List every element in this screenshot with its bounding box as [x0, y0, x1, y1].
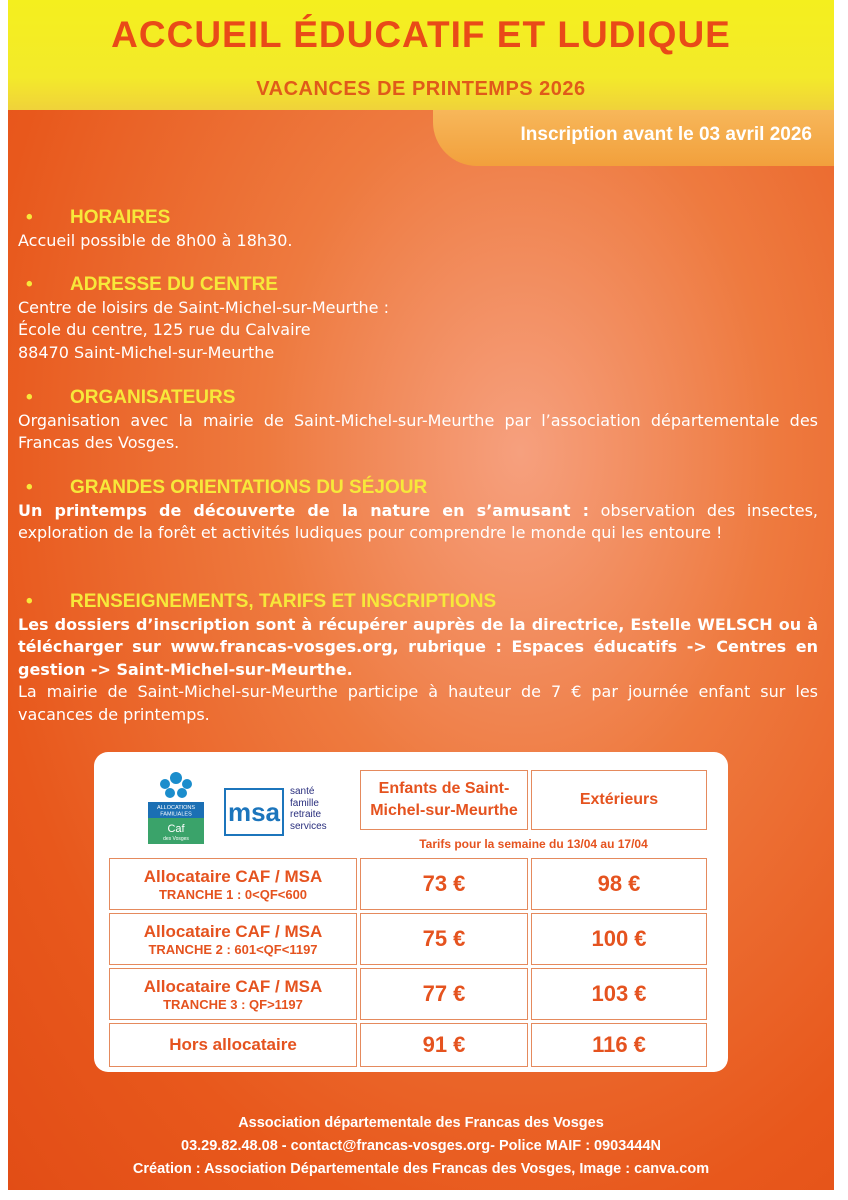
section-text — [18, 500, 818, 545]
bullet-icon: • — [26, 387, 33, 408]
caf-text-name: Caf — [167, 823, 185, 835]
heading-text: GRANDES ORIENTATIONS DU SÉJOUR — [70, 477, 428, 498]
price-local: 77 € — [360, 968, 528, 1020]
section-heading — [18, 477, 818, 500]
footer-contact: 03.29.82.48.08 - contact@francas-vosges.org- Police MAIF : 0903444N — [181, 1138, 661, 1154]
page-subtitle: VACANCES DE PRINTEMPS 2026 — [256, 78, 586, 100]
section-heading — [18, 387, 818, 410]
row-label — [109, 968, 357, 1020]
section-text: La mairie de Saint-Michel-sur-Meurthe participe à hauteur de 7 € par journée enfant sur les vacances de printemps. — [18, 682, 818, 724]
section-organisateurs — [18, 387, 818, 455]
section-heading — [18, 274, 818, 297]
tarifs-card — [94, 752, 728, 1072]
address-line: 88470 Saint-Michel-sur-Meurthe — [18, 342, 275, 362]
row-label-sub: TRANCHE 1 : 0<QF<600 — [158, 886, 308, 902]
deadline-badge — [433, 110, 834, 166]
section-heading — [18, 207, 818, 230]
price-local: 91 € — [360, 1023, 528, 1067]
row-label-sub: TRANCHE 2 : 601<QF<1197 — [148, 941, 318, 957]
heading-text: ADRESSE DU CENTRE — [70, 274, 278, 295]
price-ext: 98 € — [531, 858, 707, 910]
msa-word: santé — [290, 786, 315, 797]
table-row — [109, 858, 707, 910]
row-label-main: Allocataire CAF / MSA — [143, 976, 323, 996]
table-row — [109, 968, 707, 1020]
table-row — [109, 1023, 707, 1067]
footer-credits: Création : Association Départementale des Francas des Vosges, Image : canva.com — [132, 1161, 710, 1177]
row-label-sub: TRANCHE 3 : QF>1197 — [163, 996, 303, 1012]
table-header-row — [109, 770, 707, 830]
section-horaires — [18, 207, 818, 252]
bullet-icon: • — [26, 591, 33, 612]
row-label-main: Allocataire CAF / MSA — [143, 921, 323, 941]
section-bold-text: Un printemps de découverte de la nature en s’amusant : — [18, 500, 590, 520]
section-bold-text: Les dossiers d’inscription sont à récupérer auprès de la directrice, Estelle WELSCH ou à télécharger sur www.francas-vosges.org, rubrique : Espaces éducatifs -> Centres en gestion -> Saint-Michel-sur-Meurthe. — [18, 614, 818, 679]
bullet-icon: • — [26, 207, 33, 228]
row-label-main: Hors allocataire — [169, 1035, 297, 1054]
msa-word: famille — [290, 797, 319, 809]
caf-text-allocations: ALLOCATIONS — [156, 805, 196, 811]
section-orientations — [18, 477, 818, 545]
row-label — [109, 858, 357, 910]
price-local: 73 € — [360, 858, 528, 910]
price-ext: 100 € — [531, 913, 707, 965]
bullet-icon: • — [26, 274, 33, 295]
heading-text: RENSEIGNEMENTS, TARIFS ET INSCRIPTIONS — [70, 591, 497, 612]
row-label — [109, 913, 357, 965]
section-text: Accueil possible de 8h00 à 18h30. — [18, 230, 293, 250]
table-period-row — [109, 833, 707, 855]
row-label-main: Allocataire CAF / MSA — [143, 866, 323, 886]
logo-cell — [109, 770, 357, 830]
caf-text-dept: des Vosges — [163, 836, 189, 842]
page-title: ACCUEIL ÉDUCATIF ET LUDIQUE — [111, 14, 731, 55]
col-header-ext: Extérieurs — [531, 770, 707, 830]
price-ext: 116 € — [531, 1023, 707, 1067]
section-plain-text: observation des insectes, exploration de la forêt et activités ludiques pour comprendre le monde qui les entoure ! — [18, 500, 818, 542]
caf-text-familiales: FAMILIALES — [160, 811, 192, 818]
section-renseignements — [18, 591, 818, 726]
tarifs-table — [106, 767, 710, 1070]
bullet-icon: • — [26, 477, 33, 498]
address-line: École du centre, 125 rue du Calvaire — [18, 320, 311, 339]
deadline-text: Inscription avant le 03 avril 2026 — [520, 124, 812, 145]
section-text: Organisation avec la mairie de Saint-Michel-sur-Meurthe par l’association départementale des Francas des Vosges. — [18, 410, 818, 452]
msa-word: retraite — [290, 809, 322, 820]
msa-word: services — [290, 820, 327, 832]
flyer-page — [8, 0, 834, 1190]
row-label — [109, 1023, 357, 1067]
section-adresse — [18, 274, 818, 364]
section-heading — [18, 591, 818, 614]
title-banner — [8, 0, 834, 110]
address-line: Centre de loisirs de Saint-Michel-sur-Meurthe : — [18, 297, 389, 317]
price-local: 75 € — [360, 913, 528, 965]
period-label: Tarifs pour la semaine du 13/04 au 17/04 — [419, 837, 648, 851]
table-row — [109, 913, 707, 965]
price-ext: 103 € — [531, 968, 707, 1020]
footer — [8, 1112, 834, 1181]
heading-text: ORGANISATEURS — [70, 387, 236, 408]
footer-org: Association départementale des Francas des Vosges — [238, 1115, 604, 1131]
col-header-local: Enfants de Saint-Michel-sur-Meurthe — [360, 770, 528, 830]
heading-text: HORAIRES — [70, 207, 171, 228]
msa-text: msa — [227, 797, 281, 827]
